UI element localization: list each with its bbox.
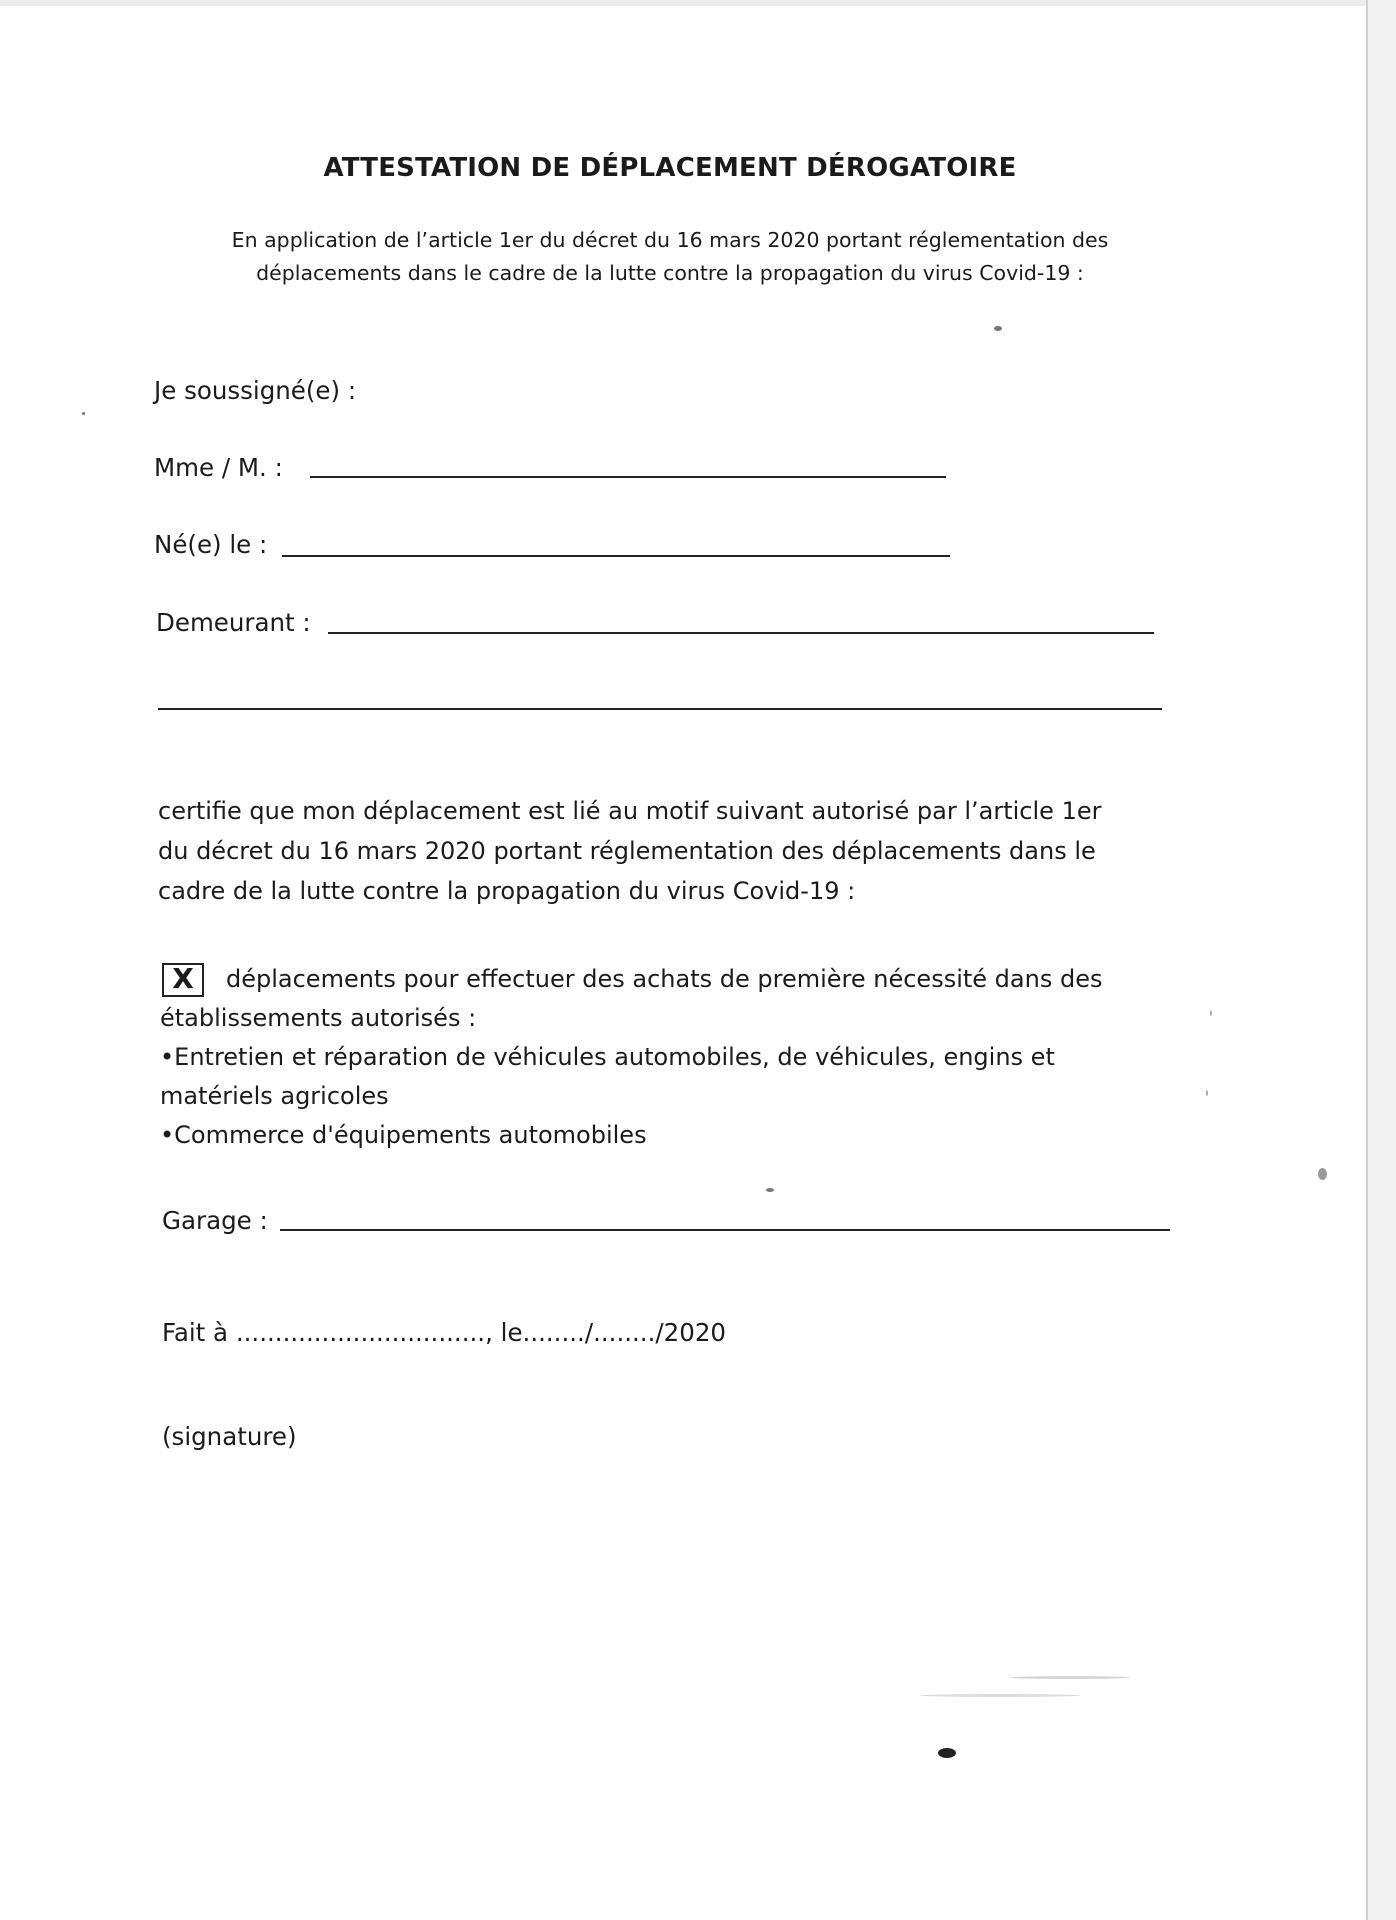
scan-speck: [1010, 1676, 1130, 1679]
address-label: Demeurant :: [156, 608, 311, 637]
address-field-line-1[interactable]: [328, 632, 1154, 634]
bullet-1-line-2: matériels agricoles: [160, 1082, 389, 1110]
undersigned-label: Je soussigné(e) :: [154, 376, 357, 405]
signature-label: (signature): [162, 1422, 297, 1451]
scan-speck: [766, 1188, 774, 1192]
garage-label: Garage :: [162, 1206, 268, 1235]
bullet-2: •Commerce d'équipements automobiles: [160, 1121, 647, 1149]
scan-right-edge: [1366, 0, 1396, 1920]
certification-text: [158, 791, 1218, 911]
certification-line-1: certifie que mon déplacement est lié au motif suivant autorisé par l’article 1er: [158, 797, 1102, 825]
certification-line-3: cadre de la lutte contre la propagation du virus Covid-19 :: [158, 877, 856, 905]
scan-top-edge: [0, 0, 1366, 6]
scan-speck: [1210, 1010, 1212, 1016]
scan-speck: [938, 1748, 956, 1758]
reason-checkbox[interactable]: X: [162, 963, 204, 997]
reason-line-2: établissements autorisés :: [160, 1004, 477, 1032]
scan-speck: [1206, 1090, 1208, 1096]
reason-line-1: déplacements pour effectuer des achats de première nécessité dans des: [226, 965, 1103, 993]
name-label: Mme / M. :: [154, 453, 283, 482]
reason-text: [160, 960, 1220, 1155]
address-field-line-2[interactable]: [158, 708, 1162, 710]
intro-text: [150, 224, 1190, 290]
scan-speck: [82, 412, 85, 415]
bullet-1-line-1: •Entretien et réparation de véhicules automobiles, de véhicules, engins et: [160, 1043, 1055, 1071]
birth-date-field-line[interactable]: [282, 555, 950, 557]
name-field-line[interactable]: [310, 476, 946, 478]
scan-speck: [920, 1694, 1080, 1697]
intro-line-2: déplacements dans le cadre de la lutte contre la propagation du virus Covid-19 :: [256, 261, 1084, 285]
document-title: ATTESTATION DE DÉPLACEMENT DÉROGATOIRE: [323, 153, 1017, 183]
birth-date-label: Né(e) le :: [154, 530, 268, 559]
intro-line-1: En application de l’article 1er du décret du 16 mars 2020 portant réglementation des: [231, 228, 1109, 252]
certification-line-2: du décret du 16 mars 2020 portant réglementation des déplacements dans le: [158, 837, 1096, 865]
garage-field-line[interactable]: [280, 1229, 1170, 1231]
scan-speck: [1318, 1168, 1327, 1180]
done-at-line[interactable]: Fait à ................................, le......../......../2020: [162, 1318, 726, 1347]
scan-speck: [994, 326, 1002, 331]
